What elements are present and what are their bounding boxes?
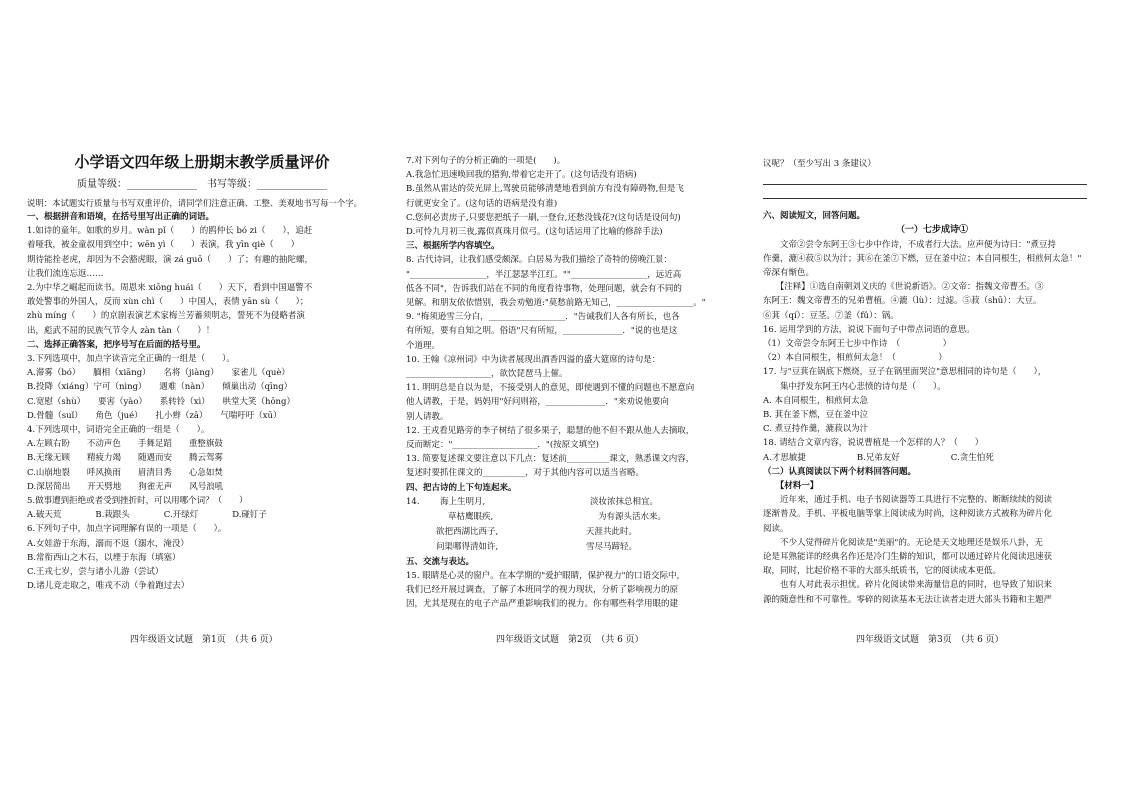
text-line: A. 本自同根生，相煎何太急 bbox=[763, 395, 869, 406]
text-line: （1）文帝尝令东阿王七步中作诗 （ ） bbox=[763, 339, 952, 350]
text-line: 个道理。 bbox=[406, 340, 441, 351]
exam-instructions: 说明：本试题实行质量与书写双重评价，请同学们注意正确、工整、美观地书写每一个字。 bbox=[27, 198, 362, 208]
text-line: 近年来，通过手机、电子书阅读器等工具进行不完整的、断断续续的阅读 bbox=[763, 495, 1053, 506]
text-line: 东阿王：魏文帝曹丕的兄弟曹植。④漉（lù）：过滤。⑤菽（shū）：大豆。 bbox=[763, 296, 1042, 307]
poem-upper-line[interactable]: 草枯鹰眼疾, bbox=[448, 511, 494, 522]
section-heading: 五、交流与表达。 bbox=[406, 556, 475, 567]
text-line: ⑥萁（qí）：豆茎。⑦釜（fǔ）：锅。 bbox=[763, 310, 899, 321]
text-line: 论是耳熟能详的经典名作还是冷门生僻的知识，都可以通过碎片化阅读迅速获 bbox=[763, 552, 1053, 563]
page-3-column bbox=[763, 157, 1101, 607]
section-heading: 三、根据所学内容填空。 bbox=[406, 241, 500, 252]
text-line: D.深居简出 开天劈地 狗雀无声 风号浪吼 bbox=[27, 481, 224, 492]
text-line: 15. 眼睛是心灵的窗户。在本学期的"爱护眼睛，保护视力"的口语交际中， bbox=[406, 571, 686, 582]
answer-line-2[interactable] bbox=[763, 185, 1087, 199]
text-line: 5.做事遭到拒绝或者受到挫折时，可以用哪个词？（ ） bbox=[27, 496, 248, 507]
text-line: 出，彪武不屈的民族气节令人 zàn tàn（ ）！ bbox=[27, 325, 215, 336]
text-line: （2）本自同根生，相煎何太急！（ ） bbox=[763, 353, 947, 364]
text-line: 复述时要抓住课文的__________，对于其他内容可以适当省略。 bbox=[406, 468, 645, 479]
text-line: 11. 明明总是自以为是，不接受别人的意见，即使遇到不懂的问题也不愿意向 bbox=[406, 383, 695, 394]
reading-passage bbox=[763, 238, 1101, 607]
text-line: A.破天荒 B.栽跟头 C.开绿灯 D.碰钉子 bbox=[27, 510, 267, 521]
poem-row bbox=[406, 525, 741, 540]
text-line: A.女娃游于东海，溺而不返（溺水，淹没） bbox=[27, 538, 189, 549]
exam-title: 小学语文四年级上册期末教学质量评价 bbox=[74, 153, 330, 171]
text-line: 行就更安全了。(这句话的语病是没有谁) bbox=[406, 198, 558, 209]
text-line: 8. 古代诗词，让我们感受颇深。白居易为我们描绘了奇特的傍晚江景： bbox=[406, 255, 672, 266]
text-line: B.投降（xiáng）宁可（nìng） 遇难（nàn） 倾巢出动（qīng） bbox=[27, 382, 293, 393]
section-heading: 【材料一】 bbox=[763, 481, 819, 492]
page-2-questions-cont bbox=[406, 555, 741, 612]
text-line: 【注释】①选自南朝刘义庆的《世说新语》。②文帝：指魏文帝曹丕。③ bbox=[763, 282, 1044, 293]
text-line: 低各不同"，告诉我们站在不同的角度看待事物，处理问题，就会有不同的 bbox=[406, 283, 682, 294]
text-line: 作羹，漉④菽⑤以为汁；萁⑥在釜⑦下燃，豆在釜中泣；本自同根生，相煎何太急！" bbox=[763, 253, 1082, 264]
text-line: D.诸儿竞走取之，唯戎不动（争着跑过去） bbox=[27, 581, 190, 592]
poem-title: （一）七步成诗① bbox=[895, 225, 968, 236]
reading-section-heading bbox=[763, 209, 1101, 223]
text-line: 源的随意性和不可靠性。零碎的阅读基本无法让读者走进大部头书籍和主题严 bbox=[763, 594, 1053, 605]
text-line: D.可怜九月初三夜,露似真珠月似弓。(这句话运用了比喻的修辞手法) bbox=[406, 227, 663, 238]
text-line: 帝深有惭色。 bbox=[763, 268, 815, 279]
page-3-footer: 四年级语文试题 第3页 （共 6 页） bbox=[856, 635, 1004, 645]
text-line: 别人请教。 bbox=[406, 411, 449, 422]
text-line: A.才思敏捷 B.兄弟友好 C.贪生怕死 bbox=[763, 452, 994, 463]
text-line: 我们已经开展过调查，了解了本班同学的视力现状，分析了影响视力的原 bbox=[406, 585, 679, 596]
text-line: C.王戎七岁，尝与诸小儿游（尝试） bbox=[27, 567, 164, 578]
text-line: 2.为中华之崛起而读书。周恩来 xiōng huái（ ）天下，看到中国逼警不 bbox=[27, 283, 313, 294]
text-line: C.您何必责房子,只要您把纸子一刷,一登台,还愁没钱花?(这句话是设问句) bbox=[406, 212, 681, 223]
text-line: 阅读。 bbox=[763, 523, 789, 534]
text-line: B.无缘无顾 精疲力竭 随遇而安 腾云驾雾 bbox=[27, 453, 223, 464]
text-line: zhù míng（ ）的京剧表演艺术家梅兰芳蓄须明志，誓死不为侵略者演 bbox=[27, 311, 305, 322]
text-line: 1.如诗的童年。如歌的岁月。wàn pǐ（ ）的鸥仲长 bó zi（ ），追赶 bbox=[27, 226, 313, 237]
poem-row bbox=[406, 540, 741, 555]
text-line: 因，尤其是现在的电子产品严重影响我们的视力。你有哪些科学用眼的建 bbox=[406, 599, 679, 610]
text-line: 着哑我，被金童叔用到空中；wēn yì（ ）表演，我 yīn qiè（ ） bbox=[27, 240, 300, 251]
text-line: B.常衔西山之木石，以堙于东海（填塞） bbox=[27, 552, 181, 563]
text-line: C.宽慰（shù） 要害（yào） 系转铃（xì） 哄堂大笑（hōng） bbox=[27, 396, 295, 407]
text-line: 期待能拴老虎，却因为不会豁虎眼，演 zá guō（ ）了；有趣的抽陀螺， bbox=[27, 254, 313, 265]
poem-row bbox=[406, 495, 741, 510]
section-heading: 一、根据拼音和语境，在括号里写出正确的词语。 bbox=[27, 212, 215, 222]
text-line: 10. 王翰《凉州词》中为读者展现出酒香四溢的盛大筵席的诗句是： bbox=[406, 354, 661, 365]
page-2-questions bbox=[406, 154, 741, 495]
text-line: A.左顾右盼 不动声色 手舞足蹈 重整旗鼓 bbox=[27, 439, 223, 450]
text-line: 也有人对此表示担忧。碎片化阅读带来海量信息的同时，也导致了知识来 bbox=[763, 580, 1053, 591]
text-line: 取，同时，比起价格不菲的大部头纸质书，它的阅读成本更低。 bbox=[763, 566, 1002, 577]
poem-lower-line[interactable]: 天涯共此时。 bbox=[586, 526, 638, 537]
text-line: 有所短，要有自知之明。俗语"尺有所短，______________．"说的也是这 bbox=[406, 326, 678, 337]
section-heading: 六、阅读短文，回答问题。 bbox=[763, 211, 866, 222]
text-line: D.骨髓（suǐ） 角色（jué） 扎小辫（zā） 气喘吁吁（xū） bbox=[27, 410, 282, 421]
text-line: 7.对下列句子的分析正确的一项是( )。 bbox=[406, 156, 566, 166]
text-line: 6.下列句子中，加点字词理解有误的一项是（ ）。 bbox=[27, 524, 227, 535]
poem-row bbox=[406, 510, 741, 525]
poem-lower-line[interactable]: 淡妆浓抹总相宜。 bbox=[590, 496, 659, 507]
text-line: 集中抒发东阿王内心悲愤的诗句是（ ）。 bbox=[763, 381, 946, 392]
text-line: C. 煮豆持作羹，漉菽以为汁 bbox=[763, 424, 869, 435]
question-number: 14. bbox=[406, 496, 420, 507]
text-line: B. 萁在釜下燃，豆在釜中泣 bbox=[763, 410, 869, 421]
text-line: 9. "梅须逊雪三分白，__________________．"告诫我们人各有所长，也各 bbox=[406, 312, 680, 323]
section-heading: （二）认真阅读以下两个材料回答问题。 bbox=[763, 466, 917, 477]
text-line: 见解。和朋友依依惜别，我会劝勉道:"莫愁前路无知己，__________________。" bbox=[406, 298, 706, 309]
text-line: 他人请教，于是，妈妈用"好问则裕，______________．"来劝说他要向 bbox=[406, 397, 669, 408]
page-1-questions bbox=[27, 210, 377, 593]
text-line: A.我急忙迅速唤回我的猎狗,带着它走开了。(这句话没有语病) bbox=[406, 170, 637, 181]
poem-lower-line[interactable]: 为有源头活水来。 bbox=[598, 511, 667, 522]
text-line: A.滞雾（bó） 腼相（xiāng） 名将（jiàng） 家雀儿（què） bbox=[27, 368, 290, 379]
page-1-column bbox=[27, 152, 377, 593]
poem-upper-line[interactable]: 问渠哪得清如许, bbox=[436, 541, 499, 552]
poem-upper-line[interactable]: 海上生明月, bbox=[440, 496, 486, 507]
text-line: "__________________，半江瑟瑟半江红。""__________________，远近高 bbox=[406, 269, 682, 280]
answer-line-1[interactable] bbox=[763, 171, 1087, 185]
text-line: 4.下列选项中，词语完全正确的一组是（ ）。 bbox=[27, 425, 210, 436]
text-line: 不少人觉得碎片化阅读是"美丽"的。无论是天文地理还是娱乐八卦，无 bbox=[763, 537, 1043, 548]
text-line: C.山崩地裂 呼风换雨 眉清目秀 心急如焚 bbox=[27, 467, 223, 478]
section-heading: 四、把古诗的上下句连起来。 bbox=[406, 482, 517, 493]
text-line: 文帝②尝令东阿王③七步中作诗，不成者行大法。应声便为诗曰："煮豆持 bbox=[763, 239, 1056, 250]
text-line: B.虽然从雷达的荧光屏上,驾驶员能够清楚地看到前方有没有障碍物,但是飞 bbox=[406, 184, 684, 195]
text-line: 13. 简要复述课文要注意以下几点：复述前__________课文，熟悉课文内容， bbox=[406, 454, 695, 465]
text-line: 16. 运用学到的方法，说说下面句子中带点词语的意思。 bbox=[763, 324, 975, 335]
text-line: 反而断定："____________________．"(按原文填空) bbox=[406, 440, 599, 451]
page-2-column bbox=[406, 154, 741, 612]
text-line: 18. 请结合文章内容，说说曹植是一个怎样的人？（ ） bbox=[763, 438, 984, 449]
page-3-questions bbox=[763, 157, 1101, 171]
text-line: 逐渐普及。手机、平板电脑等掌上阅读成为时尚，这种阅读方式被称为碎片化 bbox=[763, 509, 1053, 520]
poem-matching bbox=[406, 495, 741, 555]
text-line: ____________________，欲饮琵琶马上催。 bbox=[406, 369, 568, 380]
text-line: 让我们流连忘返…… bbox=[27, 268, 104, 279]
text-line: 敢处警事的外国人，反而 xùn chì（ ）中国人，表情 yān sù（ ）； bbox=[27, 297, 309, 308]
text-line: 12. 王戎看见路旁的李子树结了很多果子，聪慧的他不但不跟从他人去摘取， bbox=[406, 425, 695, 436]
poem-upper-line[interactable]: 欲把西湖比西子, bbox=[436, 526, 499, 537]
text-line: 议呢？（至少写出 3 条建议） bbox=[763, 159, 876, 169]
text-line: 3.下列选项中，加点字读音完全正确的一组是（ ）。 bbox=[27, 354, 235, 365]
page-1-footer: 四年级语文试题 第1页 （共 6 页） bbox=[130, 635, 278, 645]
text-line: 17. 与"豆萁在锅底下燃烧，豆子在锅里面哭泣"意思相同的诗句是（ ）， bbox=[763, 367, 1047, 378]
page-2-footer: 四年级语文试题 第2页 （共 6 页） bbox=[496, 635, 644, 645]
poem-lower-line[interactable]: 雪尽马蹄轻。 bbox=[586, 541, 638, 552]
grade-line: 质量等级：______________ 书写等级：______________ bbox=[77, 179, 327, 190]
section-heading: 二、选择正确答案，把序号写在后面的括号里。 bbox=[27, 339, 206, 350]
